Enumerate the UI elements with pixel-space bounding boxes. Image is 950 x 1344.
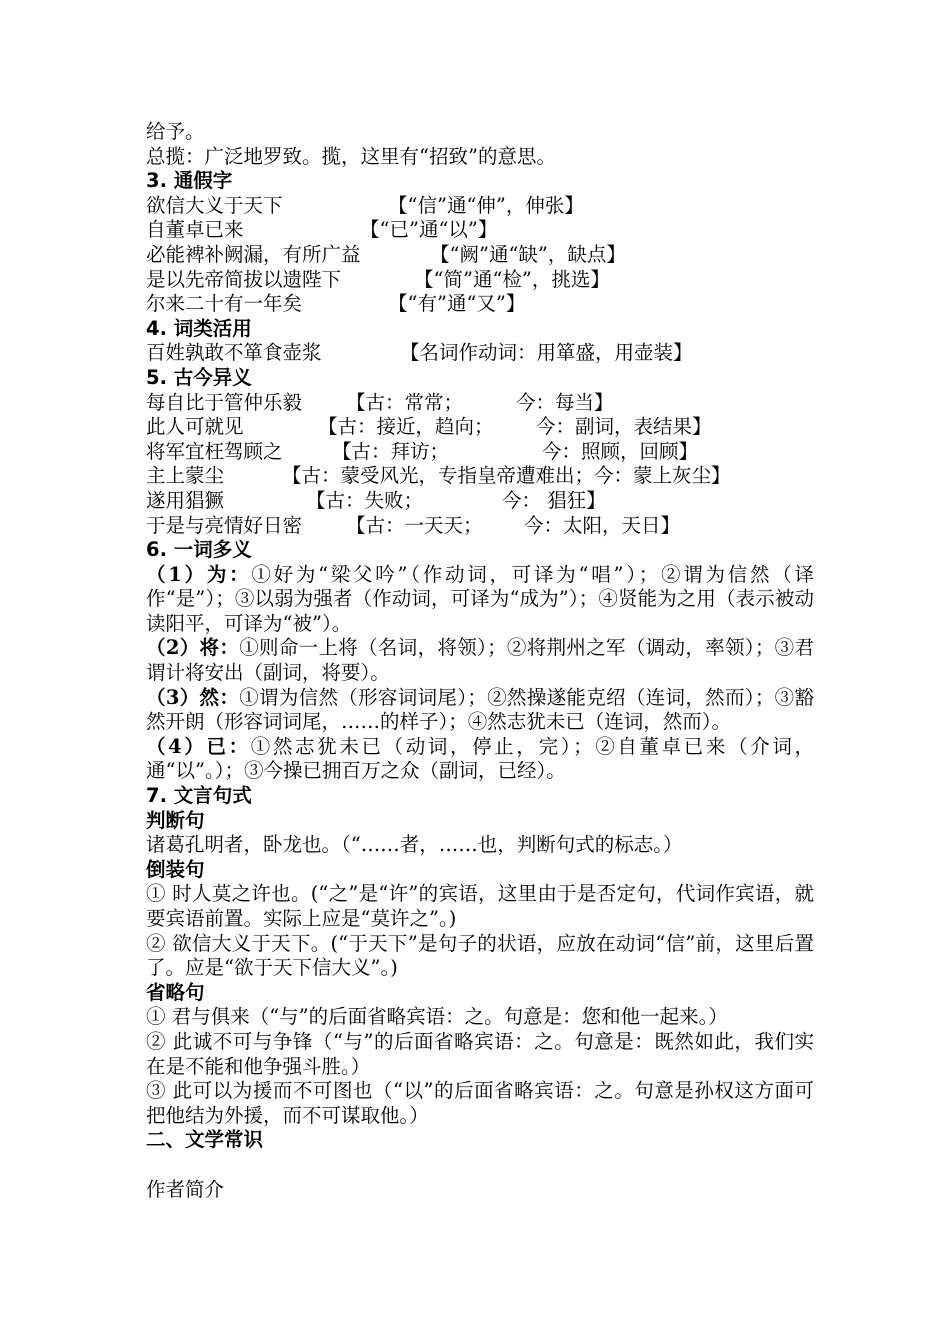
section-heading-4: 4. 词类活用	[146, 316, 252, 340]
item-text: ①谓为信然（形容词词尾）；②然操遂能克绍（连词，然而）；③豁然开朗（形容词词尾，……的样子）；④然志犹未已（连词，然而）。	[146, 685, 814, 734]
item-label: （3）然：	[146, 685, 240, 709]
sentence: 此人可就见	[146, 415, 244, 439]
yiyi-row	[146, 514, 814, 539]
note: 【“阙”通“缺”，缺点】	[430, 242, 626, 266]
item-label: （1）为：	[146, 562, 252, 586]
item-label: （2）将：	[146, 636, 240, 660]
section-heading-literature: 二、文学常识	[146, 1128, 264, 1152]
judgment-example: 诸葛孔明者，卧龙也。（“……者，……也，判断句式的标志。）	[146, 833, 683, 857]
tongjia-row	[146, 243, 814, 268]
section-heading-6: 6. 一词多义	[146, 538, 252, 562]
tongjia-row	[146, 218, 814, 243]
tongjia-row	[146, 268, 814, 293]
note: 【名词作动词：用箪盛，用壶装】	[400, 341, 693, 365]
item-label: （4）已：	[146, 734, 251, 758]
new-meaning: 今：副词，表结果】	[536, 415, 712, 439]
polysemy-item	[146, 686, 814, 735]
old-meaning: 【古：拜访；	[332, 439, 450, 463]
ellipsis-example: ② 此诚不可与争锋（“与”的后面省略宾语：之。句意是：既然如此，我们实在是不能和他争强斗胜。）	[146, 1029, 814, 1078]
tongjia-row	[146, 194, 814, 219]
yiyi-row	[146, 489, 814, 514]
section-heading-3: 3. 通假字	[146, 169, 233, 193]
yiyi-row	[146, 464, 814, 489]
old-meaning: 【古：蒙受风光，专指皇帝遭难出；今：蒙上灰尘】	[282, 464, 731, 488]
polysemy-item	[146, 636, 814, 685]
subheading-ellipsis: 省略句	[146, 980, 205, 1004]
sentence: 于是与亮情好日密	[146, 513, 303, 537]
author-intro-heading: 作者简介	[146, 1177, 225, 1201]
polysemy-item	[146, 735, 814, 784]
sentence: 将军宜枉驾顾之	[146, 439, 283, 463]
sentence: 必能裨补阙漏，有所广益	[146, 242, 361, 266]
section-heading-5: 5. 古今异义	[146, 365, 252, 389]
item-text: ①然志犹未已（动词，停止，完）；②自董卓已来（介词，通“以”。）；③今操已拥百万之众（副词，已经）。	[146, 734, 814, 783]
tongjia-row	[146, 292, 814, 317]
huoyong-row	[146, 341, 814, 366]
sentence: 百姓孰敢不箪食壶浆	[146, 341, 322, 365]
sentence: 是以先帝简拔以遗陛下	[146, 267, 342, 291]
old-meaning: 【古：失败；	[306, 488, 424, 512]
yiyi-row	[146, 391, 814, 416]
yiyi-row	[146, 415, 814, 440]
subheading-judgment: 判断句	[146, 808, 205, 832]
item-text: ①则命一上将（名词，将领）；②将荆州之军（调动，率领）；③君谓计将安出（副词，将要）。	[146, 636, 814, 685]
text-line: 给予。	[146, 120, 205, 143]
document-page	[146, 120, 814, 1202]
sentence: 欲信大义于天下	[146, 193, 283, 217]
section-heading-7: 7. 文言句式	[146, 784, 252, 808]
ellipsis-example: ③ 此可以为援而不可图也（“以”的后面省略宾语：之。句意是孙权这方面可把他结为外援，而不可谋取他。）	[146, 1079, 814, 1127]
note: 【“有”通“又”】	[388, 292, 526, 316]
sentence: 主上蒙尘	[146, 464, 225, 488]
subheading-inversion: 倒装句	[146, 857, 205, 881]
sentence: 尔来二十有一年矣	[146, 292, 303, 316]
sentence: 遂用猖獗	[146, 488, 225, 512]
old-meaning: 【古：常常；	[346, 390, 464, 414]
polysemy-item	[146, 563, 814, 637]
yiyi-row	[146, 440, 814, 465]
ellipsis-example: ① 君与俱来（“与”的后面省略宾语：之。句意是：您和他一起来。）	[146, 1005, 728, 1029]
note: 【“已”通“以”】	[360, 218, 498, 242]
inversion-example: ② 欲信大义于天下。(“于天下”是句子的状语，应放在动词“信”前，这里后置了。应是“欲于天下信大义”。)	[146, 931, 814, 980]
blank-line	[146, 1153, 814, 1178]
new-meaning: 今：每当】	[516, 390, 614, 414]
old-meaning: 【古：一天天；	[346, 513, 483, 537]
new-meaning: 今： 猖狂】	[502, 488, 606, 512]
item-text: ①好为“梁父吟”（作动词，可译为“唱”）；②谓为信然（译作“是”）；③以弱为强者（作动词，可译为“成为”）；④贤能为之用（表示被动读阳平，可译为“被”）。	[146, 562, 814, 635]
old-meaning: 【古：接近，趋向；	[318, 415, 494, 439]
note: 【“信”通“伸”，伸张】	[388, 193, 584, 217]
note: 【“简”通“检”，挑选】	[414, 267, 610, 291]
sentence: 每自比于管仲乐毅	[146, 390, 303, 414]
inversion-example: ① 时人莫之许也。(“之”是“许”的宾语，这里由于是否定句，代词作宾语，就要宾语前置。实际上应是“莫许之”。)	[146, 882, 814, 930]
sentence: 自董卓已来	[146, 218, 244, 242]
new-meaning: 今：照顾，回顾】	[542, 439, 699, 463]
new-meaning: 今：太阳，天日】	[524, 513, 681, 537]
text-line: 总揽：广泛地罗致。揽，这里有“招致”的意思。	[146, 144, 556, 168]
